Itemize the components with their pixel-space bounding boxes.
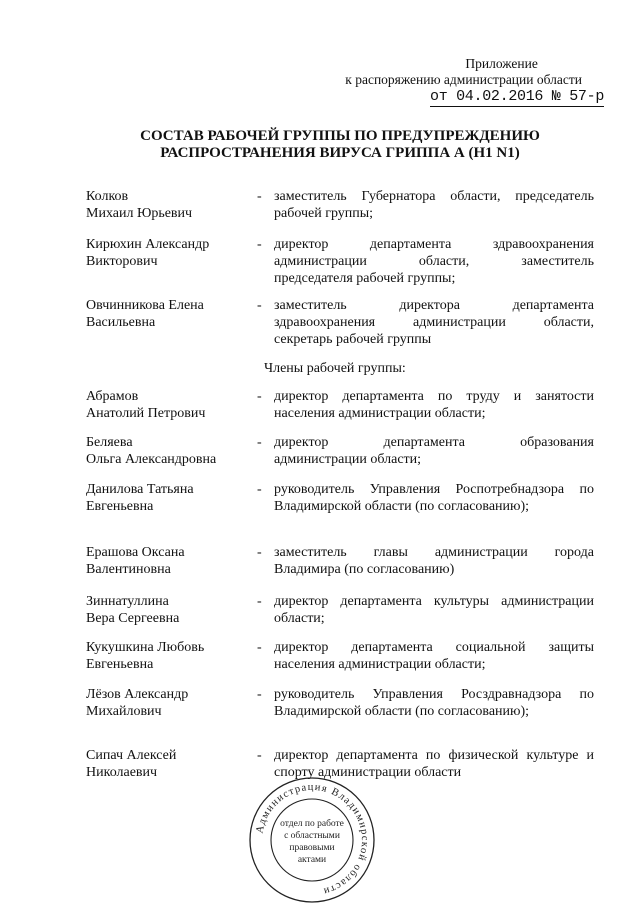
position-line: здравоохранения администрации области, [274,315,594,330]
dash-separator: - [257,298,262,313]
dash-separator: - [257,389,262,404]
person-name [86,434,256,468]
title-line-2: РАСПРОСТРАНЕНИЯ ВИРУСА ГРИППА А (H1 N1) [160,145,520,161]
given-names: Валентиновна [86,562,171,577]
position-line: Владимира (по согласованию) [274,562,455,577]
given-names: Евгеньевна [86,499,154,514]
person-position [274,297,594,348]
person-position [274,434,594,468]
surname: Беляева [86,435,133,450]
page-title [60,128,620,162]
document-date-number: от 04.02.2016 № 57-р [430,88,605,105]
position-line: Владимирской области (по согласованию); [274,499,530,514]
position-line: населения администрации области; [274,657,486,672]
person-name [86,236,256,270]
stamp-center-line: правовыми [289,843,335,853]
position-line: области; [274,611,325,626]
position-line: директор департамента здравоохранения [274,237,594,252]
position-line: секретарь рабочей группы [274,332,432,347]
person-name [86,639,256,673]
dash-separator: - [257,189,262,204]
appendix-header [345,56,582,88]
position-line: заместитель Губернатора области, председатель [274,189,594,204]
stamp-ring-text: Администрация Владимирской области [254,781,371,897]
person-position [274,481,594,515]
person-name [86,593,256,627]
dash-separator: - [257,482,262,497]
given-names: Михаил Юрьевич [86,206,193,221]
position-line: рабочей группы; [274,206,374,221]
surname: Овчинникова Елена [86,298,204,313]
person-position [274,188,594,222]
position-line: директор департамента социальной защиты [274,640,594,655]
appendix-reference: к распоряжению администрации области [345,72,582,87]
person-name [86,188,256,222]
person-position [274,639,594,673]
surname: Абрамов [86,389,139,404]
position-line: директор департамента по физической культуре и [274,748,594,763]
given-names: Михайлович [86,704,162,719]
surname: Данилова Татьяна [86,482,194,497]
given-names: Васильевна [86,315,156,330]
title-line-1: СОСТАВ РАБОЧЕЙ ГРУППЫ ПО ПРЕДУПРЕЖДЕНИЮ [140,128,540,144]
surname: Колков [86,189,129,204]
dash-separator: - [257,594,262,609]
stamp-center-line: отдел по работе [280,819,344,829]
person-name [86,388,256,422]
position-line: Владимирской области (по согласованию); [274,704,530,719]
given-names: Евгеньевна [86,657,154,672]
given-names: Николаевич [86,765,158,780]
appendix-label: Приложение [465,56,538,71]
surname: Кукушкина Любовь [86,640,205,655]
position-line: администрации области; [274,452,422,467]
position-line: директор департамента по труду и занятости [274,389,594,404]
surname: Сипач Алексей [86,748,177,763]
person-position [274,236,594,287]
position-line: председателя рабочей группы; [274,271,456,286]
members-heading: Члены рабочей группы: [264,361,406,376]
position-line: спорту администрации области [274,765,462,780]
dash-separator: - [257,435,262,450]
position-line: администрации области, заместитель [274,254,594,269]
official-stamp [248,776,376,904]
dash-separator: - [257,687,262,702]
dash-separator: - [257,237,262,252]
given-names: Вера Сергеевна [86,611,180,626]
person-name [86,747,256,781]
person-name [86,686,256,720]
position-line: директор департамента культуры администрации [274,594,594,609]
dash-separator: - [257,640,262,655]
position-line: заместитель главы администрации города [274,545,594,560]
position-line: директор департамента образования [274,435,594,450]
person-name [86,297,256,331]
person-position [274,544,594,578]
person-position [274,686,594,720]
stamp-center-line: актами [297,855,327,865]
stamp-center-line: с областными [284,831,340,841]
given-names: Ольга Александровна [86,452,217,467]
surname: Кирюхин Александр [86,237,210,252]
dash-separator: - [257,545,262,560]
person-name [86,481,256,515]
given-names: Викторович [86,254,158,269]
given-names: Анатолий Петрович [86,406,206,421]
position-line: заместитель директора департамента [274,298,594,313]
surname: Ерашова Оксана [86,545,185,560]
surname: Зиннатуллина [86,594,169,609]
dash-separator: - [257,748,262,763]
person-name [86,544,256,578]
person-position [274,388,594,422]
surname: Лёзов Александр [86,687,189,702]
position-line: руководитель Управления Роспотребнадзора по [274,482,594,497]
position-line: руководитель Управления Росздравнадзора по [274,687,594,702]
person-position [274,593,594,627]
position-line: населения администрации области; [274,406,486,421]
